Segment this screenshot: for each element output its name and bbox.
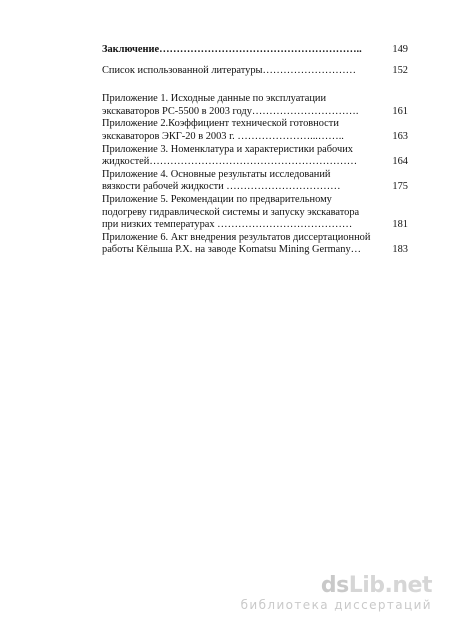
toc-entry-page: 163 [392, 130, 408, 142]
watermark-tagline: библиотека диссертаций [240, 598, 432, 612]
watermark-brand-suffix: Lib.net [348, 573, 432, 598]
toc-entry-text: Заключение………………………………………………….. [102, 44, 362, 55]
toc-entry-references [102, 65, 408, 78]
toc-entry-appendix-5 [102, 194, 408, 232]
dslib-watermark [241, 574, 432, 612]
toc-entry-page: 183 [392, 244, 408, 256]
toc-entry-appendix-1 [102, 93, 408, 118]
toc-entry-text: Приложение 1. Исходные данные по эксплуатации экскаваторов РС-5500 в 2003 году…………………………. [102, 93, 359, 117]
toc-entry-page: 164 [392, 156, 408, 168]
toc-entry-appendix-3 [102, 144, 408, 169]
toc-entry-page: 181 [392, 219, 408, 231]
toc-entry-text: Приложение 3. Номенклатура и характеристики рабочих жидкостей…………………………………………………… [102, 143, 358, 168]
toc-entry-text: Приложение 6. Акт внедрения результатов диссертационной работы Кёлыша Р.Х. на заводе Komatsu Mining Germany… [102, 231, 371, 256]
watermark-logo [241, 574, 432, 598]
toc-entry-text: Приложение 2.Коэффициент технической готовности экскаваторов ЭКГ-20 в 2003 г. …………………...…….. [102, 118, 344, 142]
toc-entry-page: 175 [392, 181, 408, 193]
toc-entry-appendix-6 [102, 232, 408, 257]
table-of-contents [102, 44, 408, 257]
toc-spacer [102, 85, 408, 93]
toc-entry-text: Приложение 5. Рекомендации по предварительному подогреву гидравлической системы и запуску экскаватора при низких температурах ………………………………… [102, 193, 360, 231]
toc-entry-appendix-2 [102, 118, 408, 143]
toc-entry-appendix-4 [102, 169, 408, 194]
toc-entry-text: Список использованной литературы……………………… [102, 64, 357, 76]
toc-entry-conclusion [102, 44, 408, 57]
toc-entry-page: 161 [392, 105, 408, 117]
toc-entry-text: Приложение 4. Основные результаты исследований вязкости рабочей жидкости …………………………… [102, 168, 341, 193]
watermark-brand-prefix: ds [320, 573, 349, 598]
toc-entry-page: 149 [392, 44, 408, 55]
toc-entry-page: 152 [392, 64, 408, 76]
